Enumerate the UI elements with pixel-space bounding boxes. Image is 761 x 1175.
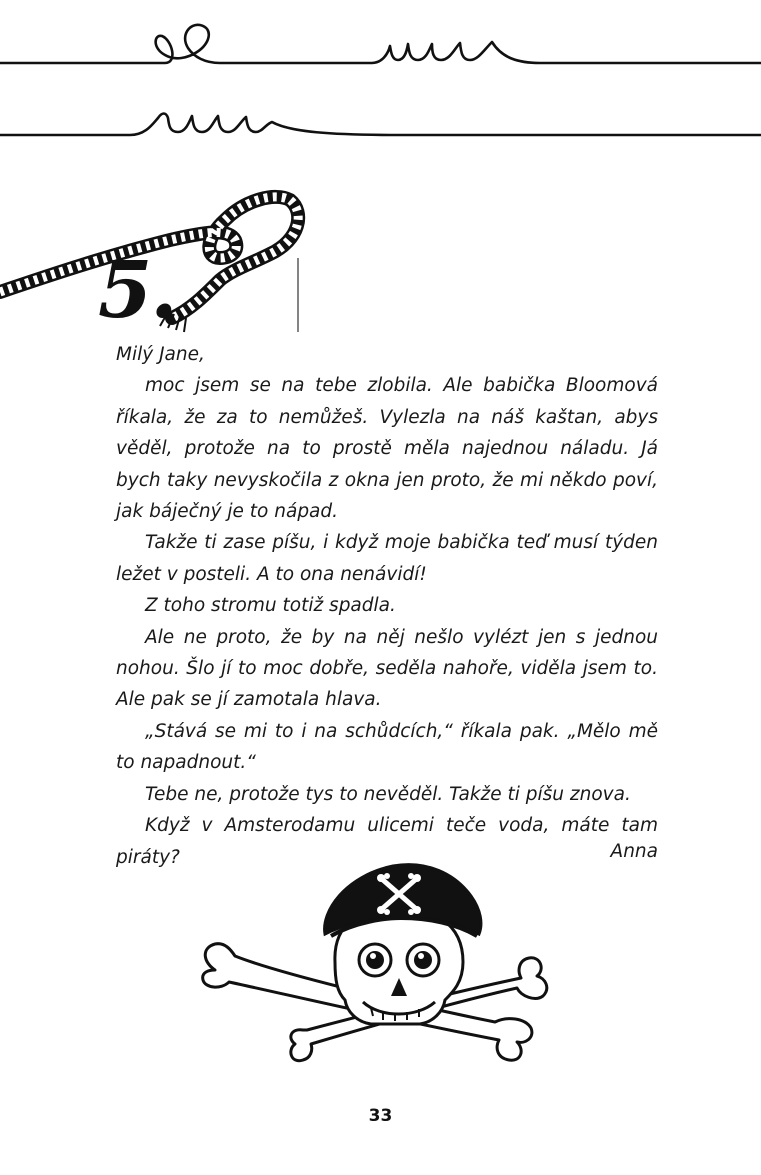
page-number: 33 <box>368 1106 393 1126</box>
chapter-number: 5. <box>98 245 176 336</box>
letter-body <box>116 339 658 873</box>
letter-paragraph: Takže ti zase píšu, i když moje babička teď musí týden ležet v posteli. A to ona nenávidí! <box>116 532 658 585</box>
letter-paragraph: moc jsem se na tebe zlobila. Ale babička Bloomová říkala, že za to nemůžeš. Vylezla na náš kaštan, abys věděl, protože na to prostě měla najednou náladu. Já bych taky nevyskočila z okna jen proto, že mi někdo poví, jak báječný je to nápad. <box>116 375 658 523</box>
letter-paragraph: Z toho stromu totiž spadla. <box>145 595 396 617</box>
letter-paragraph: „Stává se mi to i na schůdcích,“ říkala pak. „Mělo mě to napadnout.“ <box>116 720 658 774</box>
letter-paragraph: Tebe ne, protože tys to nevěděl. Takže ti píšu znova. <box>145 783 631 805</box>
letter-salutation: Milý Jane, <box>116 344 205 365</box>
letter-paragraph: Ale ne proto, že by na něj nešlo vylézt jen s jednou nohou. Šlo jí to moc dobře, seděla nahoře, viděla jsem to. Ale pak se jí zamotala hlava. <box>116 626 658 711</box>
letter-paragraph: Když v Amsterodamu ulicemi teče voda, máte tam piráty? <box>116 815 658 868</box>
letter-signature: Anna <box>610 841 658 862</box>
pirate-skull-illustration <box>195 852 565 1067</box>
